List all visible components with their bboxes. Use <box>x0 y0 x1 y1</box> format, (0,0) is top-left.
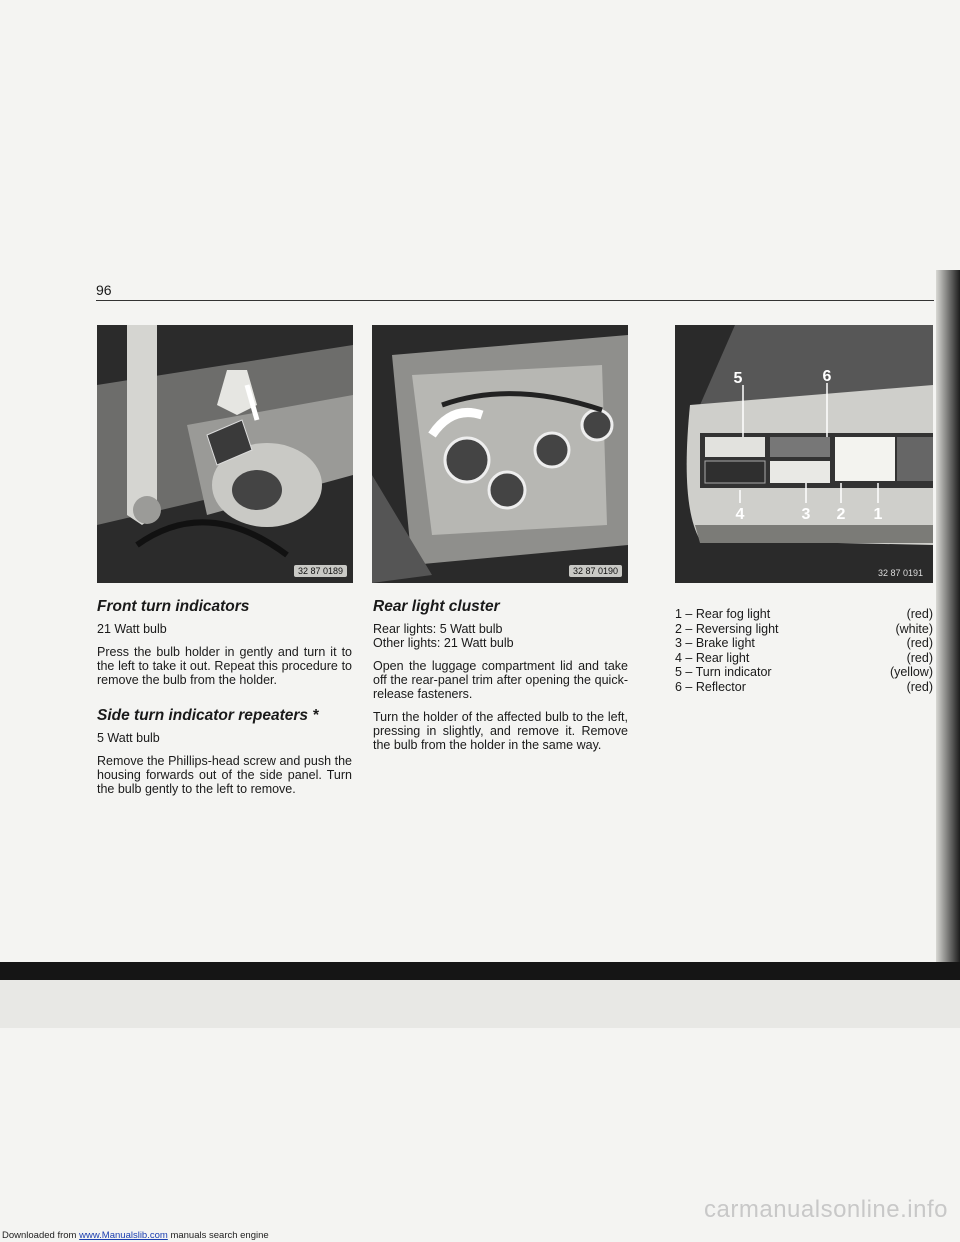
bulb-spec-line: Rear lights: 5 Watt bulb <box>373 622 503 636</box>
header-rule <box>96 300 934 301</box>
callout-1: 1 <box>873 506 883 523</box>
instruction-text: Open the luggage compartment lid and take off the rear-panel trim after opening the quick-release fasteners. <box>373 659 628 701</box>
instruction-text: Turn the holder of the affected bulb to the left, pressing in slightly, and remove it. Remove the bulb from the holder in the same way. <box>373 710 628 752</box>
callout-2: 2 <box>836 506 846 523</box>
legend-item: 1 – Rear fog light (red) <box>675 607 933 621</box>
instruction-text: Press the bulb holder in gently and turn it to the left to take it out. Repeat this procedure to remove the bulb from the holder. <box>97 645 352 687</box>
legend-item: 4 – Rear light (red) <box>675 650 933 665</box>
rear-lights-figure <box>675 325 933 583</box>
light-legend <box>675 607 933 694</box>
page-number: 96 <box>96 282 112 298</box>
bulb-spec: 21 Watt bulb <box>97 622 167 636</box>
figure-number: 32 87 0190 <box>569 565 622 577</box>
bulb-spec: 5 Watt bulb <box>97 731 160 745</box>
scan-edge-strip <box>0 962 960 980</box>
legend-item: 6 – Reflector (red) <box>675 679 933 694</box>
rear-cluster-figure <box>372 325 628 583</box>
instruction-text: Remove the Phillips-head screw and push the housing forwards out of the side panel. Turn the bulb gently to the left to remove. <box>97 754 352 796</box>
legend-item: 2 – Reversing light (white) <box>675 621 933 636</box>
section-heading: Front turn indicators <box>97 598 250 615</box>
page-edge-shadow <box>936 270 960 970</box>
section-heading: Side turn indicator repeaters * <box>97 707 319 724</box>
legend-item: 5 – Turn indicator (yellow) <box>675 665 933 679</box>
callout-5: 5 <box>733 370 743 387</box>
scan-margin <box>0 980 960 1028</box>
figure-number: 32 87 0189 <box>294 565 347 577</box>
rear-cluster-section <box>373 600 628 761</box>
watermark: carmanualsonline.info <box>704 1196 948 1223</box>
front-indicator-figure <box>97 325 353 583</box>
bulb-spec <box>373 622 628 650</box>
figure-number: 32 87 0191 <box>877 568 923 578</box>
callout-6: 6 <box>822 368 832 385</box>
callout-4: 4 <box>735 506 745 523</box>
section-heading: Rear light cluster <box>373 598 500 615</box>
legend-item: 3 – Brake light (red) <box>675 636 933 650</box>
footer-prefix: Downloaded from <box>2 1230 77 1241</box>
bulb-spec-line: Other lights: 21 Watt bulb <box>373 636 514 650</box>
front-indicators-section <box>97 600 352 805</box>
manualslib-link[interactable]: www.Manualslib.com <box>79 1230 168 1241</box>
callout-3: 3 <box>801 506 811 523</box>
download-footer <box>2 1230 269 1241</box>
footer-suffix: manuals search engine <box>170 1230 269 1241</box>
